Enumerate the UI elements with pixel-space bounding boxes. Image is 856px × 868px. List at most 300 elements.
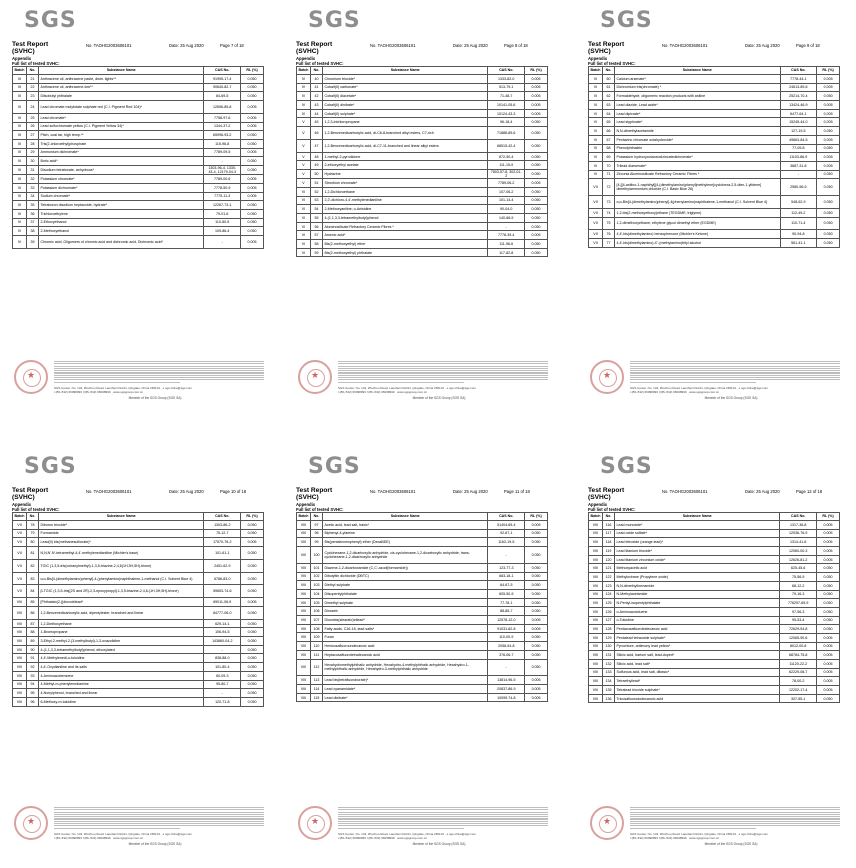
table-row: [589, 633, 840, 642]
cas-cell: 6786-83-0: [204, 572, 241, 585]
membership-note: Member of the SGS Group (SGS SA): [128, 396, 182, 400]
rl-cell: 0.050: [817, 239, 840, 248]
number-cell: 72: [603, 179, 615, 196]
sgs-logo: SGS: [600, 8, 653, 33]
cas-cell: 78-00-2: [780, 677, 817, 686]
batch-cell: IV: [297, 83, 311, 92]
batch-cell: VIII: [13, 645, 27, 654]
batch-cell: VI: [589, 153, 603, 162]
batch-cell: VII: [13, 547, 27, 560]
cas-cell: 90-04-0: [488, 205, 525, 214]
number-cell: 70: [603, 161, 615, 170]
number-cell: 129: [603, 633, 615, 642]
batch-cell: III: [13, 201, 27, 210]
company-seal-stamp: ★: [14, 360, 48, 394]
table-row: [297, 538, 548, 547]
batch-cell: III: [13, 157, 27, 166]
number-cell: 48: [311, 152, 323, 161]
rl-cell: 0.050: [241, 529, 264, 538]
number-cell: 78: [27, 521, 39, 530]
table-row: [589, 642, 840, 651]
cas-cell: 12578-12-0: [488, 616, 525, 625]
table-row: [13, 122, 264, 131]
batch-cell: VI: [297, 222, 311, 231]
batch-cell: IV: [13, 218, 27, 227]
rl-cell: 0.050: [525, 529, 548, 538]
rl-cell: 0.050: [241, 131, 264, 140]
substance-cell: Diboron trioxide*: [38, 521, 203, 530]
substance-cell: Sodium chromate*: [38, 192, 203, 201]
report-page: [6, 450, 272, 850]
table-row: [13, 645, 264, 654]
cas-cell: -: [204, 689, 241, 698]
number-cell: 134: [603, 677, 615, 686]
rl-cell: 0.050: [525, 607, 548, 616]
cas-cell: 72629-94-8: [780, 625, 817, 634]
rl-cell: 0.050: [817, 581, 840, 590]
substance-cell: Strontium chromate*: [322, 179, 487, 188]
rl-cell: 0.005: [817, 677, 840, 686]
number-cell: 126: [603, 607, 615, 616]
cas-cell: 1344-37-2: [204, 122, 241, 131]
appendix-heading: Appendix Full list of tested SVHC:: [12, 56, 60, 66]
report-date: Date: 25 Aug 2020: [169, 43, 204, 48]
substance-cell: 6-Methoxy-m-toluidine: [38, 697, 203, 706]
table-row: [589, 179, 840, 196]
number-cell: 36: [27, 209, 39, 218]
batch-cell: VIII: [13, 697, 27, 706]
batch-cell: VII: [589, 230, 603, 239]
substance-cell: Pentazinc chromate octahydroxide*: [614, 135, 780, 144]
cas-cell: 10141-05-6: [488, 101, 525, 110]
column-header: Batch: [589, 513, 603, 521]
cas-cell: 88-85-7: [488, 607, 525, 616]
substance-cell: 1-methyl-2-pyrrolidone: [322, 152, 487, 161]
cas-cell: -: [488, 222, 525, 231]
substance-cell: Dioxobis(stearato)trilead*: [322, 616, 487, 625]
rl-cell: 0.050: [241, 139, 264, 148]
cas-cell: 2058-94-8: [488, 642, 525, 651]
cas-cell: -: [488, 547, 525, 564]
cas-cell: 140-66-9: [488, 214, 525, 223]
cas-cell: 6477-64-1: [780, 109, 817, 118]
number-cell: 29: [27, 148, 39, 157]
rl-cell: 0.050: [241, 619, 264, 628]
number-cell: 25: [27, 113, 39, 122]
batch-cell: VI: [589, 144, 603, 153]
batch-cell: VI: [297, 248, 311, 257]
rl-cell: 0.005: [817, 109, 840, 118]
column-header: Batch: [589, 67, 603, 75]
report-title: Test Report (SVHC): [588, 41, 625, 56]
cas-cell: 629-14-1: [204, 619, 241, 628]
rl-cell: 0.050: [525, 590, 548, 599]
number-cell: 38: [27, 227, 39, 236]
column-header: CAS No.: [780, 513, 817, 521]
batch-cell: VI: [589, 75, 603, 84]
table-row: [297, 101, 548, 110]
rl-cell: 0.005: [817, 633, 840, 642]
batch-cell: VII: [589, 208, 603, 217]
cas-cell: 25214-70-4: [780, 92, 817, 101]
cas-cell: 95-80-7: [204, 680, 241, 689]
substance-cell: α,α-Bis[4-(dimethylamino)phenyl]-4(phenylamino)naphthalene-1-methanol (C.I. Solvent Blue 4): [614, 196, 780, 209]
table-row: [297, 563, 548, 572]
rl-cell: 0.050: [817, 599, 840, 608]
substance-cell: 4,4'-bis(dimethylamino)-4''-(methylamino)trityl alcohol: [614, 239, 780, 248]
column-header: Batch: [297, 513, 311, 521]
batch-cell: VIII: [297, 529, 311, 538]
table-row: [589, 581, 840, 590]
batch-cell: IV: [297, 75, 311, 84]
batch-cell: VIII: [589, 642, 603, 651]
rl-cell: 0.005: [525, 676, 548, 685]
substance-cell: Pentacosafluorotridecanoic acid: [614, 625, 779, 634]
rl-cell: 0.005: [817, 118, 840, 127]
batch-cell: VIII: [13, 619, 27, 628]
number-cell: 61: [603, 83, 615, 92]
number-cell: 28: [27, 139, 39, 148]
substance-cell: 2-Methoxyaniline; o-Anisidine: [322, 205, 487, 214]
cas-cell: 12656-85-8: [204, 101, 241, 114]
table-row: [297, 83, 548, 92]
number-cell: 42: [311, 92, 323, 101]
rl-cell: 0.050: [525, 598, 548, 607]
cas-cell: 69011-06-9: [204, 598, 241, 607]
substance-cell: Pentalead tetraoxide sulphate*: [614, 633, 779, 642]
cas-cell: 683-18-1: [488, 572, 525, 581]
rl-cell: 0.005: [817, 642, 840, 651]
table-row: [589, 521, 840, 530]
batch-cell: VIII: [589, 660, 603, 669]
table-row: [297, 685, 548, 694]
batch-cell: VIII: [297, 616, 311, 625]
cas-cell: -: [780, 170, 817, 179]
batch-cell: VIII: [13, 680, 27, 689]
number-cell: 130: [603, 642, 615, 651]
rl-cell: 0.005: [241, 101, 264, 114]
substance-cell: 4-Nonylphenol, branched and linear: [38, 689, 203, 698]
appendix-heading: Appendix Full list of tested SVHC:: [588, 56, 636, 66]
substance-cell: Tetralead trioxide sulphate*: [614, 686, 779, 695]
substance-cell: 1,2-Benzenedicarboxylic acid, di-C7-11-branched and linear alkyl esters: [322, 139, 487, 152]
substance-cell: [Phthalato(2-)]dioxotrilead*: [38, 598, 203, 607]
table-row: [589, 127, 840, 136]
cas-cell: 84-69-5: [204, 92, 241, 101]
cas-cell: 7758-97-6: [204, 113, 241, 122]
table-row: [297, 240, 548, 249]
rl-cell: 0.005: [241, 113, 264, 122]
cas-cell: 49663-84-5: [780, 135, 817, 144]
report-number: No. TAOHG2003606101: [370, 489, 416, 494]
batch-cell: III: [13, 165, 27, 174]
report-page: [582, 4, 848, 404]
table-row: [13, 538, 264, 547]
table-row: [589, 144, 840, 153]
rl-cell: 0.050: [241, 645, 264, 654]
batch-cell: VIII: [589, 581, 603, 590]
column-header: No.: [27, 67, 39, 75]
rl-cell: 0.050: [525, 248, 548, 257]
table-row: [13, 606, 264, 619]
sgs-logo: SGS: [308, 454, 361, 479]
substance-cell: 3-Ethyl-2-methyl-2-(3-methylbutyl)-1,3-oxazolidine: [38, 637, 203, 646]
table-row: [13, 131, 264, 140]
rl-cell: 0.005: [525, 92, 548, 101]
substance-cell: Acetic acid, lead salt, basic*: [322, 521, 487, 530]
substance-cell: Silicic acid, barium salt, lead-doped*: [614, 651, 779, 660]
rl-cell: 0.050: [525, 139, 548, 152]
substance-cell: 2-Ethoxyethanol: [38, 218, 203, 227]
rl-cell: 0.050: [241, 92, 264, 101]
number-cell: 93: [27, 671, 39, 680]
cas-cell: 110-00-9: [488, 633, 525, 642]
substance-cell: Zirconia Aluminosilicate Refractory Ceramic Fibres *: [614, 170, 780, 179]
report-date: Date: 25 Aug 2020: [745, 43, 780, 48]
substance-cell: Lead chromate*: [38, 113, 203, 122]
table-header-row: [297, 67, 548, 75]
number-cell: 95: [27, 689, 39, 698]
table-row: [13, 619, 264, 628]
batch-cell: VIII: [589, 521, 603, 530]
cas-cell: 2451-62-9: [204, 559, 241, 572]
substance-cell: β-TGIC (1,3,5-tris[(2S and 2R)-2,3-epoxypropyl]-1,3,5-triazine-2,4,6-(1H,3H,5H)-trione): [38, 585, 203, 598]
table-row: [297, 521, 548, 530]
batch-cell: VI: [297, 205, 311, 214]
rl-cell: 0.050: [817, 607, 840, 616]
substance-cell: 1,2-Diethoxyethane: [38, 619, 203, 628]
table-row: [13, 113, 264, 122]
batch-cell: VIII: [297, 538, 311, 547]
batch-cell: VIII: [589, 599, 603, 608]
cas-cell: 95-53-4: [780, 616, 817, 625]
substance-cell: Cobalt(II) carbonate*: [322, 83, 487, 92]
rl-cell: 0.050: [241, 606, 264, 619]
number-cell: 105: [311, 598, 323, 607]
svhc-table: [588, 66, 840, 248]
report-page: [6, 4, 272, 404]
number-cell: 128: [603, 625, 615, 634]
table-row: [297, 624, 548, 633]
table-row: [13, 585, 264, 598]
number-cell: 71: [603, 170, 615, 179]
cas-cell: 106-94-5: [204, 628, 241, 637]
batch-cell: VI: [589, 109, 603, 118]
rl-cell: 0.050: [525, 118, 548, 127]
batch-cell: VIII: [589, 633, 603, 642]
table-row: [297, 161, 548, 170]
cas-cell: 7775-11-3: [204, 192, 241, 201]
cas-cell: 71888-89-6: [488, 127, 525, 140]
rl-cell: 0.005: [525, 624, 548, 633]
batch-cell: VIII: [589, 590, 603, 599]
membership-note: Member of the SGS Group (SGS SA): [704, 842, 758, 846]
batch-cell: V: [297, 139, 311, 152]
batch-cell: VIII: [297, 659, 311, 676]
batch-cell: VIII: [297, 563, 311, 572]
table-row: [589, 92, 840, 101]
cas-cell: 123-77-3: [488, 563, 525, 572]
substance-cell: Cobalt(II) dinitrate*: [322, 101, 487, 110]
company-address: SGS Center, No. 143, Zhuzhou Road, Laoshan District, Qingdao, China 266101 e sgs.china@sgs.com t (86–532) 66098999 f (86–532) 66098999 www.sgsgroup.com.cn: [54, 386, 192, 394]
column-header: Substance Name: [38, 513, 203, 521]
batch-cell: VI: [297, 231, 311, 240]
table-row: [13, 559, 264, 572]
substance-cell: 2-ethoxyethyl acetate: [322, 161, 487, 170]
substance-cell: Heptacosafluorotetradecanoic acid: [322, 650, 487, 659]
table-row: [297, 152, 548, 161]
substance-cell: Cyclohexane-1,2-dicarboxylic anhydride, cis-cyclohexane-1,2-dicarboxylic anhydride, trans-cyclohexane-1,2-dicarboxylic anhydride: [322, 547, 487, 564]
number-cell: 83: [27, 572, 39, 585]
rl-cell: 0.050: [525, 222, 548, 231]
cas-cell: 7778-44-1: [780, 75, 817, 84]
batch-cell: VI: [589, 101, 603, 110]
cas-cell: 110-71-4: [780, 217, 817, 230]
number-cell: 124: [603, 590, 615, 599]
table-row: [589, 170, 840, 179]
column-header: CAS No.: [488, 67, 525, 75]
batch-cell: VI: [589, 83, 603, 92]
number-cell: 27: [27, 131, 39, 140]
table-row: [297, 607, 548, 616]
table-row: [13, 218, 264, 227]
report-date: Date: 25 Aug 2020: [453, 489, 488, 494]
substance-cell: Lead(II) bis(methanesulfonate)*: [38, 538, 203, 547]
batch-cell: III: [13, 101, 27, 114]
table-row: [297, 633, 548, 642]
legal-fine-print: [338, 807, 548, 830]
number-cell: 101: [311, 563, 323, 572]
sgs-logo: SGS: [308, 8, 361, 33]
cas-cell: -: [204, 645, 241, 654]
table-row: [297, 109, 548, 118]
cas-cell: 91031-62-8: [488, 624, 525, 633]
report-number: No. TAOHG2003606101: [370, 43, 416, 48]
table-row: [589, 555, 840, 564]
report-page: [290, 450, 556, 850]
page-number: Page 8 of 18: [504, 43, 528, 48]
number-cell: 63: [603, 101, 615, 110]
cas-cell: 376-06-7: [488, 650, 525, 659]
rl-cell: 0.005: [817, 660, 840, 669]
column-header: No.: [603, 513, 615, 521]
cas-cell: 90-94-8: [780, 230, 817, 239]
rl-cell: 0.050: [241, 201, 264, 210]
table-row: [297, 581, 548, 590]
number-cell: 59: [311, 248, 323, 257]
rl-cell: 0.005: [525, 231, 548, 240]
page-number: Page 11 of 18: [504, 489, 530, 494]
column-header: RL (%): [817, 513, 840, 521]
report-title: Test Report (SVHC): [296, 487, 333, 502]
cas-cell: 13814-96-5: [488, 676, 525, 685]
cas-cell: 548-62-9: [780, 196, 817, 209]
rl-cell: 0.050: [525, 547, 548, 564]
number-cell: 41: [311, 83, 323, 92]
rl-cell: 0.005: [525, 693, 548, 702]
cas-cell: 10124-43-3: [488, 109, 525, 118]
rl-cell: 0.005: [817, 538, 840, 547]
batch-cell: III: [13, 192, 27, 201]
substance-cell: Lead oxide sulfate*: [614, 529, 779, 538]
page-number: Page 7 of 18: [220, 43, 244, 48]
rl-cell: 0.050: [241, 83, 264, 92]
batch-cell: VII: [13, 559, 27, 572]
cas-cell: 11103-86-9: [780, 153, 817, 162]
table-row: [297, 676, 548, 685]
cas-cell: 1303-96-4, 1330-43-4, 12179-04-3: [204, 165, 241, 174]
substance-cell: Pyrochlore, antimony lead yellow*: [614, 642, 779, 651]
table-row: [589, 538, 840, 547]
table-row: [297, 139, 548, 152]
number-cell: 81: [27, 547, 39, 560]
cas-cell: 12036-76-9: [780, 529, 817, 538]
report-title: Test Report (SVHC): [296, 41, 333, 56]
company-address: SGS Center, No. 143, Zhuzhou Road, Laoshan District, Qingdao, China 266101 e sgs.china@sgs.com t (86–532) 66098999 f (86–532) 66098999 www.sgsgroup.com.cn: [54, 832, 192, 840]
batch-cell: VI: [297, 196, 311, 205]
rl-cell: 0.050: [241, 637, 264, 646]
batch-cell: VIII: [589, 607, 603, 616]
number-cell: 43: [311, 101, 323, 110]
batch-cell: III: [13, 209, 27, 218]
number-cell: 33: [27, 183, 39, 192]
substance-cell: Hexahydromethylphthalic anhydride, Hexahydro-4-methylphthalic anhydride, Hexahydro-1-methylphthalic anhydride, Hexahydro-3-methylphthalic anhydride: [322, 659, 487, 676]
table-row: [297, 170, 548, 179]
number-cell: 80: [27, 538, 39, 547]
table-row: [589, 599, 840, 608]
substance-cell: 4,4'-Methylenedi-o-toluidine: [38, 654, 203, 663]
table-row: [13, 183, 264, 192]
substance-cell: [4-[[4-anilino-1-naphthyl][4-(dimethylamino)phenyl]methylene]cyclohexa-2,5-dien-1-ylidene] dimethylammonium chloride (C.I. Basic Blue 26): [614, 179, 780, 196]
cas-cell: 71-48-7: [488, 92, 525, 101]
rl-cell: 0.050: [525, 161, 548, 170]
cas-cell: 7789-09-5: [204, 148, 241, 157]
table-row: [297, 196, 548, 205]
table-row: [589, 135, 840, 144]
cas-cell: 115-96-8: [204, 139, 241, 148]
cas-cell: 7803-57-8, 302-01-2: [488, 170, 525, 179]
substance-cell: Lead bis(tetrafluoroborate)*: [322, 676, 487, 685]
number-cell: 76: [603, 230, 615, 239]
batch-cell: VIII: [13, 689, 27, 698]
column-header: CAS No.: [780, 67, 817, 75]
batch-cell: VIII: [589, 668, 603, 677]
table-row: [13, 165, 264, 174]
table-row: [297, 529, 548, 538]
cas-cell: 3687-31-8: [780, 161, 817, 170]
substance-cell: Henicosafluoroundecanoic acid: [322, 642, 487, 651]
rl-cell: 0.050: [525, 563, 548, 572]
number-cell: 24: [27, 101, 39, 114]
cas-cell: 79-16-3: [780, 590, 817, 599]
batch-cell: III: [13, 131, 27, 140]
cas-cell: 1303-86-2: [204, 521, 241, 530]
column-header: CAS No.: [204, 513, 241, 521]
batch-cell: V: [297, 161, 311, 170]
substance-cell: Bis(2-methoxyethyl) phthalate: [322, 248, 487, 257]
batch-cell: VIII: [589, 555, 603, 564]
substance-cell: N,N-dimethylacetamide: [614, 127, 780, 136]
rl-cell: 0.005: [817, 529, 840, 538]
table-row: [297, 572, 548, 581]
report-title: Test Report (SVHC): [12, 41, 49, 56]
batch-cell: VIII: [589, 694, 603, 703]
cas-cell: 75-56-9: [780, 573, 817, 582]
cas-cell: 11120-22-2: [780, 660, 817, 669]
rl-cell: 0.050: [241, 218, 264, 227]
substance-cell: Potassium dichromate*: [38, 183, 203, 192]
number-cell: 66: [603, 127, 615, 136]
